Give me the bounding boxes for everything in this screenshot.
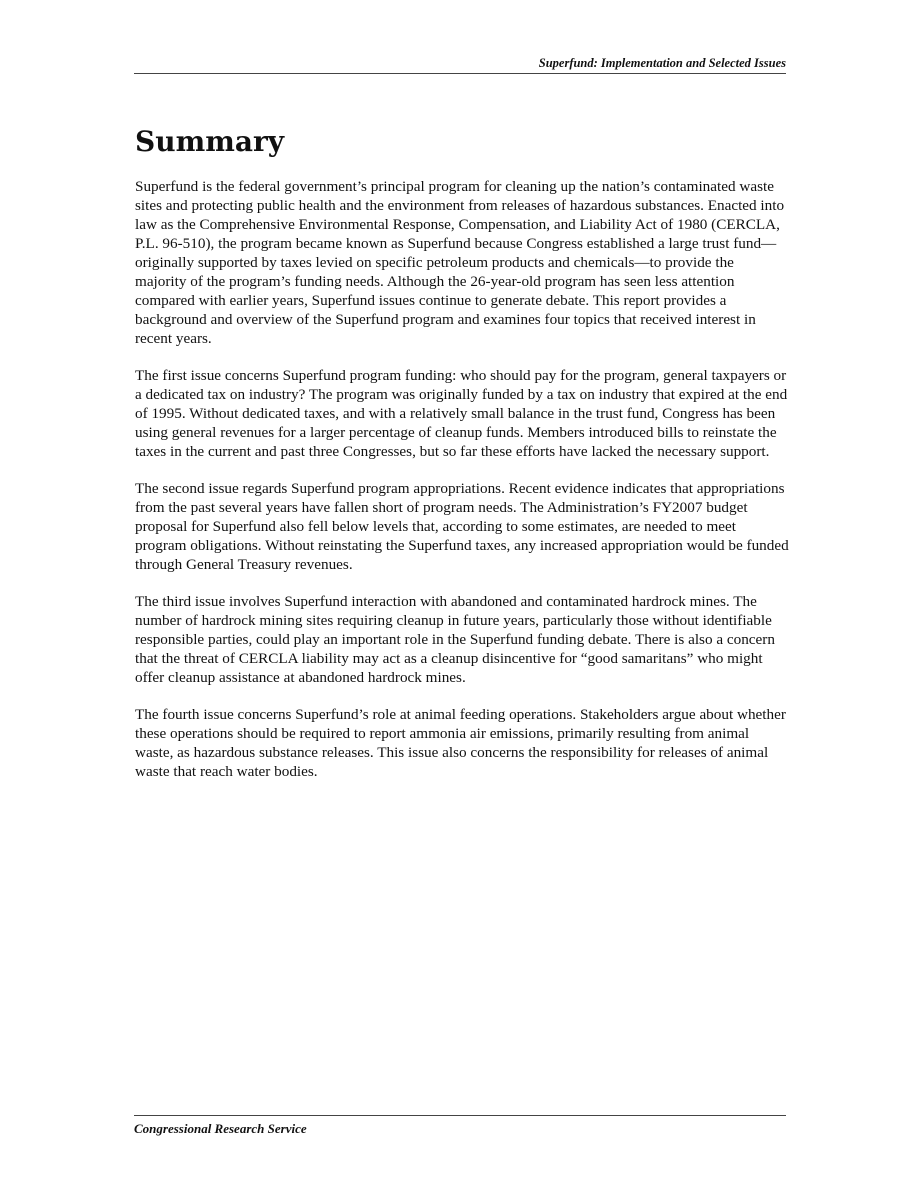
summary-paragraph-4: The third issue involves Superfund interaction with abandoned and contaminated hardrock mines. The number of hardrock mining sites requiring cleanup in future years, particularly those without identifiable responsible parties, could play an important role in the Superfund funding debate. There is also a concern that the threat of CERCLA liability may act as a cleanup disincentive for “good samaritans” who might offer cleanup assistance at abandoned hardrock mines.	[135, 593, 775, 686]
summary-paragraph-3: The second issue regards Superfund program appropriations. Recent evidence indicates that appropriations from the past several years have fallen short of program needs. The Administration’s FY2007 budget proposal for Superfund also fell below levels that, according to some estimates, are needed to meet program obligations. Without reinstating the Superfund taxes, any increased appropriation would be funded through General Treasury revenues.	[135, 480, 789, 573]
summary-body	[135, 177, 789, 799]
summary-paragraph-2: The first issue concerns Superfund program funding: who should pay for the program, general taxpayers or a dedicated tax on industry? The program was originally funded by a tax on industry that expired at the end of 1995. Without dedicated taxes, and with a relatively small balance in the trust fund, Congress has been using general revenues for a larger percentage of cleanup funds. Members introduced bills to reinstate the taxes in the current and past three Congresses, but so far these efforts have lacked the necessary support.	[135, 367, 788, 460]
footer-publisher: Congressional Research Service	[134, 1121, 307, 1136]
running-footer	[134, 1115, 786, 1138]
summary-paragraph-1: Superfund is the federal government’s principal program for cleaning up the nation’s contaminated waste sites and protecting public health and the environment from releases of hazardous substances. Enacted into law as the Comprehensive Environmental Response, Compensation, and Liability Act of 1980 (CERCLA, P.L. 96-510), the program became known as Superfund because Congress established a large trust fund—originally supported by taxes levied on specific petroleum products and chemicals—to provide the majority of the program’s funding needs. Although the 26-year-old program has seen less attention compared with earlier years, Superfund issues continue to generate debate. This report provides a background and overview of the Superfund program and examines four topics that received interest in recent years.	[135, 178, 785, 347]
running-header	[134, 54, 786, 74]
running-header-title: Superfund: Implementation and Selected Issues	[538, 56, 786, 70]
section-title: Summary	[135, 125, 284, 158]
summary-paragraph-5: The fourth issue concerns Superfund’s role at animal feeding operations. Stakeholders argue about whether these operations should be required to report ammonia air emissions, primarily resulting from animal waste, as hazardous substance releases. This issue also concerns the responsibility for releases of animal waste that reach water bodies.	[135, 706, 786, 780]
